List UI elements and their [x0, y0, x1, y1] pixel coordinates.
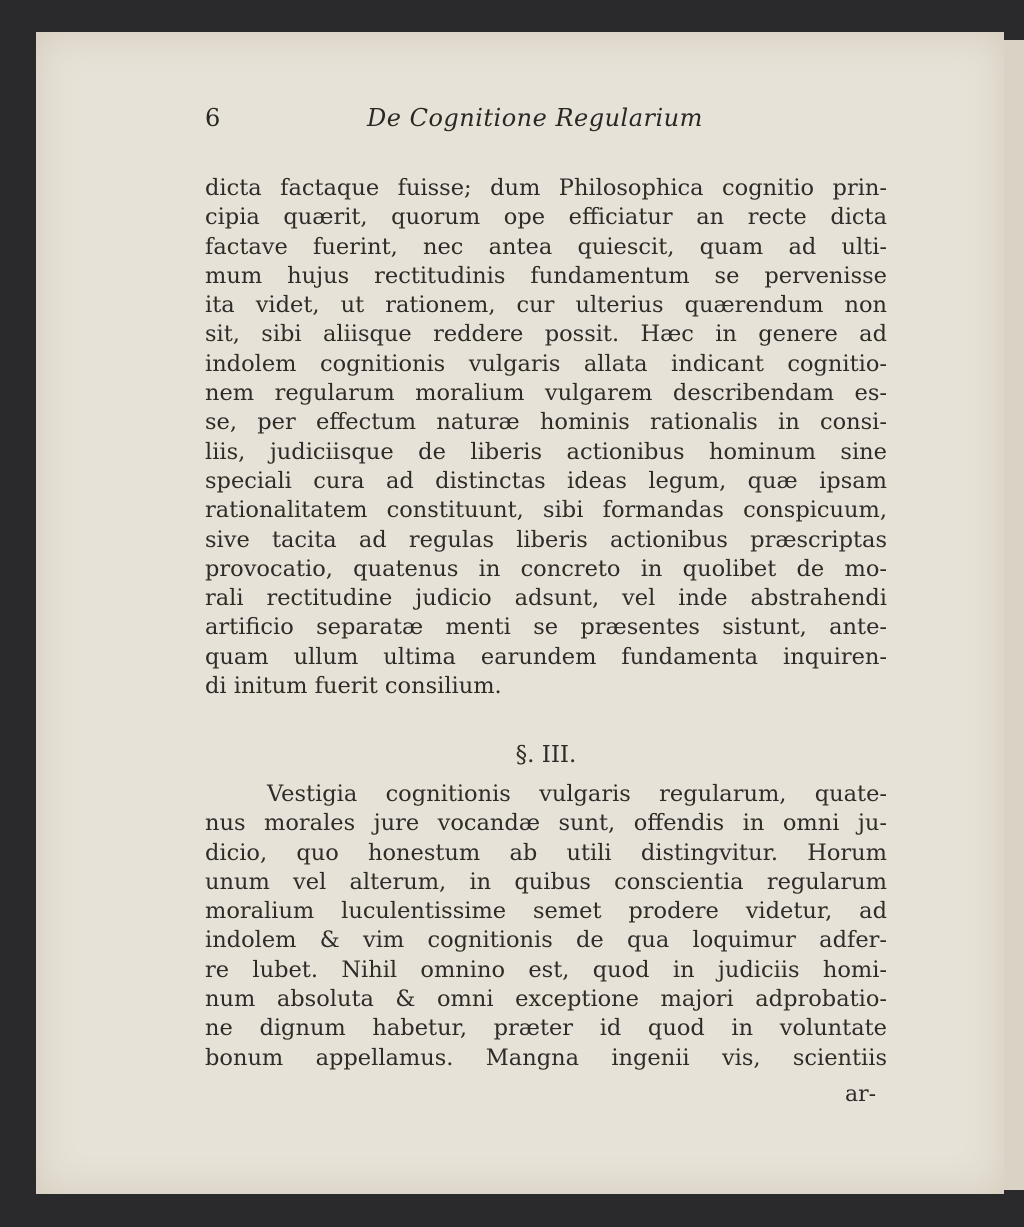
text-line: unum vel alterum, in quibus conscientia regularum	[205, 868, 887, 895]
text-line: re lubet. Nihil omnino est, quod in judiciis homi-	[205, 956, 887, 983]
text-line: rali rectitudine judicio adsunt, vel inde abstrahendi	[205, 585, 887, 612]
text-line: bonum appellamus. Mangna ingenii vis, scientiis	[205, 1044, 887, 1071]
text-line: di initum fuerit consilium.	[205, 673, 502, 700]
paragraph-1	[205, 174, 887, 701]
text-line: dicio, quo honestum ab utili distingvitur. Horum	[205, 839, 887, 866]
text-line: indolem cognitionis vulgaris allata indicant cognitio-	[205, 350, 887, 377]
running-title: De Cognitione Regularium	[367, 104, 703, 132]
text-line: liis, judiciisque de liberis actionibus hominum sine	[205, 438, 887, 465]
text-line: nem regularum moralium vulgarem describendam es-	[205, 380, 887, 407]
text-line: provocatio, quatenus in concreto in quolibet de mo-	[205, 555, 887, 582]
catchword: ar-	[845, 1082, 877, 1107]
section-heading: §. III.	[515, 742, 577, 768]
text-line: factave fuerint, nec antea quiescit, quam ad ulti-	[205, 233, 887, 260]
text-line: sit, sibi aliisque reddere possit. Hæc in genere ad	[205, 321, 887, 348]
text-line: moralium luculentissime semet prodere videtur, ad	[205, 898, 887, 925]
text-line: speciali cura ad distinctas ideas legum, quæ ipsam	[205, 467, 887, 494]
text-line: Vestigia cognitionis vulgaris regularum, quate-	[267, 781, 887, 807]
text-line: mum hujus rectitudinis fundamentum se pervenisse	[205, 262, 887, 289]
text-line: se, per effectum naturæ hominis rationalis in consi-	[205, 409, 887, 436]
text-line: dicta factaque fuisse; dum Philosophica cognitio prin-	[205, 175, 887, 201]
text-line: indolem & vim cognitionis de qua loquimur adfer-	[205, 927, 887, 954]
text-line: ita videt, ut rationem, cur ulterius quærendum non	[205, 292, 887, 319]
text-line: artificio separatæ menti se præsentes sistunt, ante-	[205, 614, 887, 641]
text-line: cipia quærit, quorum ope efficiatur an recte dicta	[205, 204, 887, 231]
text-line: num absoluta & omni exceptione majori adprobatio-	[205, 986, 887, 1013]
text-line: sive tacita ad regulas liberis actionibus præscriptas	[205, 526, 887, 553]
text-line: rationalitatem constituunt, sibi formandas conspicuum,	[205, 497, 887, 524]
text-line: quam ullum ultima earundem fundamenta inquiren-	[205, 643, 887, 670]
page-number: 6	[205, 104, 221, 132]
page-header	[205, 104, 905, 144]
paragraph-2	[205, 780, 887, 1073]
text-line: ne dignum habetur, præter id quod in voluntate	[205, 1015, 887, 1042]
text-line: nus morales jure vocandæ sunt, offendis in omni ju-	[205, 810, 887, 837]
